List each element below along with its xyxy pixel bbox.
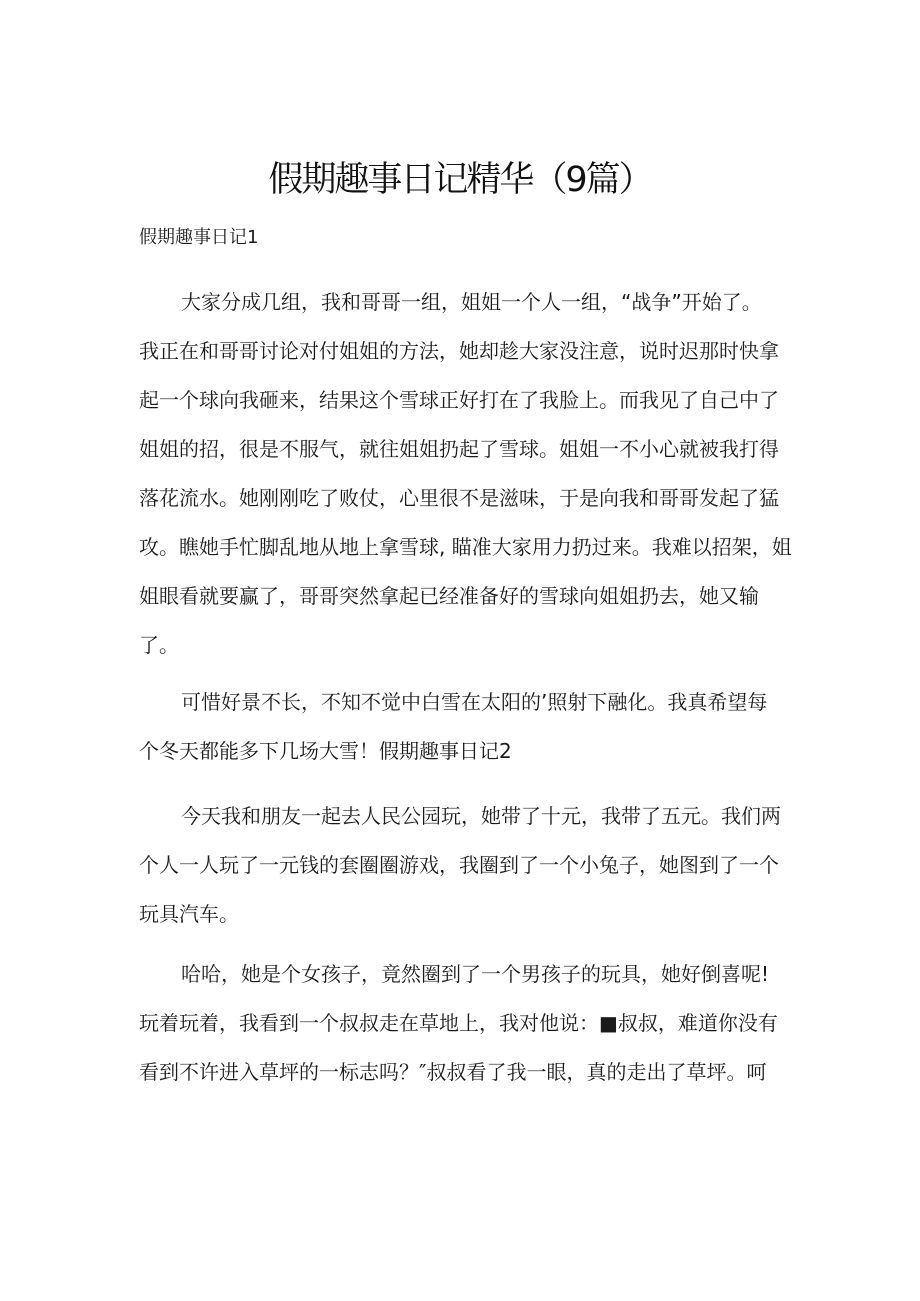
paragraph-snowball-fight — [139, 278, 799, 670]
section-heading: 假期趣事日记1 — [139, 227, 259, 248]
paragraph-park-visit — [139, 792, 799, 939]
paragraph-lawn-sign — [139, 950, 799, 1097]
text-line: 可惜好景不长，不知不觉中白雪在太阳的’照射下融化。我真希望每 — [181, 690, 768, 714]
text-line: 落花流水。她刚刚吃了败仗，心里很不是滋味，于是向我和哥哥发起了猛 — [139, 486, 779, 510]
text-line: 个人一人玩了一元钱的套圈圈游戏，我圈到了一个小兔子，她图到了一个 — [139, 853, 779, 877]
text-line: 玩具汽车。 — [139, 902, 239, 926]
text-line: 姐眼看就要赢了，哥哥突然拿起已经准备好的雪球向姐姐扔去，她又输 — [139, 584, 759, 608]
text-line: 起一个球向我砸来，结果这个雪球正好打在了我脸上。而我见了自己中了 — [139, 388, 779, 412]
text-line: 了。 — [139, 633, 179, 657]
document-title: 假期趣事日记精华（9篇） — [268, 160, 652, 200]
text-line: 看到不许进入草坪的一标志吗？″叔叔看了我一眼，真的走出了草坪。呵 — [139, 1060, 767, 1084]
text-line: 哈哈，她是个女孩子，竟然圈到了一个男孩子的玩具，她好倒喜呢! — [181, 962, 770, 986]
text-line: 个冬天都能多下几场大雪！假期趣事日记2 — [139, 739, 512, 763]
text-line: 大家分成几组，我和哥哥一组，姐姐一个人一组，“战争”开始了。 — [181, 290, 762, 314]
text-line: 今天我和朋友一起去人民公园玩，她带了十元，我带了五元。我们两 — [181, 804, 781, 828]
text-line: 我正在和哥哥讨论对付姐姐的方法，她却趁大家没注意，说时迟那时快拿 — [139, 339, 779, 363]
text-line: 玩着玩着，我看到一个叔叔走在草地上，我对他说：■叔叔，难道你没有 — [139, 1011, 778, 1035]
text-line: 攻。瞧她手忙脚乱地从地上拿雪球, 瞄准大家用力扔过来。我难以招架，姐 — [139, 535, 792, 559]
text-line: 姐姐的招，很是不服气，就往姐姐扔起了雪球。姐姐一不小心就被我打得 — [139, 437, 779, 461]
paragraph-snow-melting — [139, 678, 799, 776]
